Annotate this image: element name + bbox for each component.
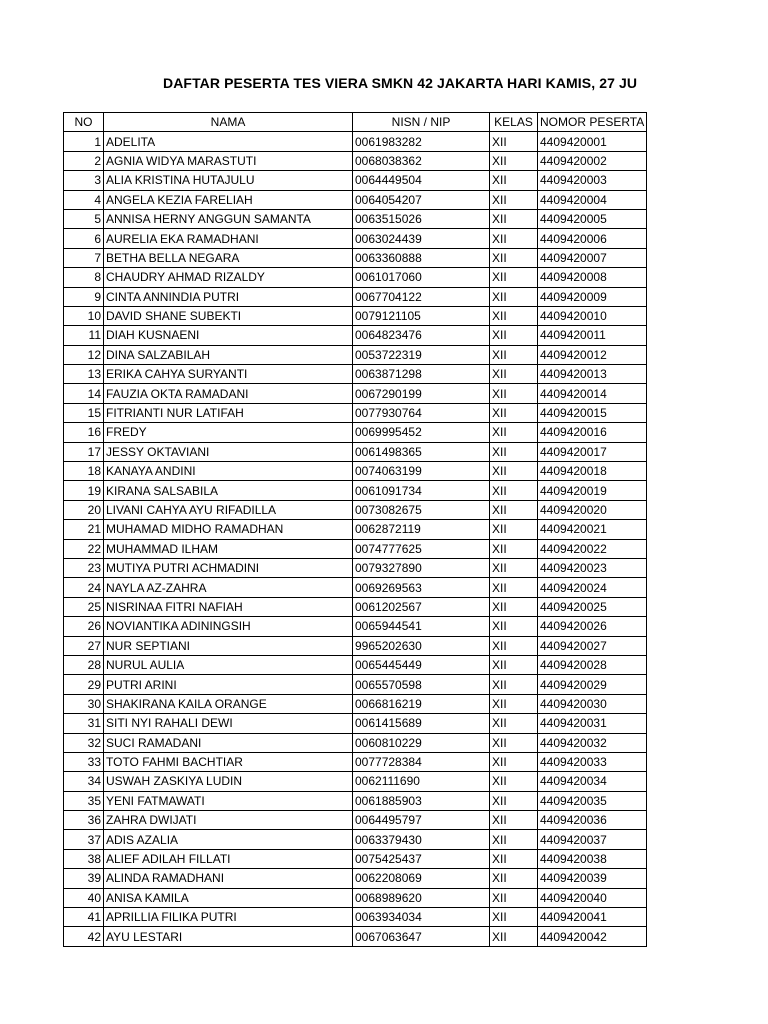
participant-number: 4409420015 bbox=[538, 403, 647, 422]
participant-number: 4409420028 bbox=[538, 655, 647, 674]
participant-number: 4409420021 bbox=[538, 520, 647, 539]
row-number: 26 bbox=[64, 617, 104, 636]
participant-number: 4409420042 bbox=[538, 927, 647, 946]
participant-number: 4409420012 bbox=[538, 345, 647, 364]
nisn-nip: 0063871298 bbox=[353, 365, 490, 384]
row-number: 29 bbox=[64, 675, 104, 694]
table-row bbox=[64, 462, 647, 481]
participant-name: AYU LESTARI bbox=[104, 927, 353, 946]
participant-name: YENI FATMAWATI bbox=[104, 791, 353, 810]
nisn-nip: 0077728384 bbox=[353, 752, 490, 771]
table-row bbox=[64, 694, 647, 713]
nisn-nip: 0069995452 bbox=[353, 423, 490, 442]
participant-number: 4409420005 bbox=[538, 209, 647, 228]
participant-number: 4409420039 bbox=[538, 869, 647, 888]
participant-number: 4409420020 bbox=[538, 500, 647, 519]
participant-name: BETHA BELLA NEGARA bbox=[104, 248, 353, 267]
table-row bbox=[64, 597, 647, 616]
class-grade: XII bbox=[490, 500, 538, 519]
nisn-nip: 0067290199 bbox=[353, 384, 490, 403]
row-number: 13 bbox=[64, 365, 104, 384]
participant-name: MUHAMAD MIDHO RAMADHAN bbox=[104, 520, 353, 539]
participant-name: AURELIA EKA RAMADHANI bbox=[104, 229, 353, 248]
table-row bbox=[64, 500, 647, 519]
class-grade: XII bbox=[490, 345, 538, 364]
participant-name: AGNIA WIDYA MARASTUTI bbox=[104, 151, 353, 170]
row-number: 27 bbox=[64, 636, 104, 655]
table-row bbox=[64, 830, 647, 849]
row-number: 18 bbox=[64, 462, 104, 481]
class-grade: XII bbox=[490, 268, 538, 287]
table-row bbox=[64, 384, 647, 403]
row-number: 19 bbox=[64, 481, 104, 500]
table-row bbox=[64, 442, 647, 461]
participant-name: TOTO FAHMI BACHTIAR bbox=[104, 752, 353, 771]
participant-name: CINTA ANNINDIA PUTRI bbox=[104, 287, 353, 306]
participant-name: ANNISA HERNY ANGGUN SAMANTA bbox=[104, 209, 353, 228]
table-row bbox=[64, 171, 647, 190]
participant-name: KANAYA ANDINI bbox=[104, 462, 353, 481]
row-number: 15 bbox=[64, 403, 104, 422]
table-row bbox=[64, 869, 647, 888]
participant-name: ADELITA bbox=[104, 132, 353, 151]
participant-number: 4409420022 bbox=[538, 539, 647, 558]
nisn-nip: 0079327890 bbox=[353, 558, 490, 577]
nisn-nip: 0063360888 bbox=[353, 248, 490, 267]
table-row bbox=[64, 752, 647, 771]
nisn-nip: 0066816219 bbox=[353, 694, 490, 713]
participant-number: 4409420014 bbox=[538, 384, 647, 403]
row-number: 10 bbox=[64, 306, 104, 325]
table-row bbox=[64, 403, 647, 422]
participant-name: DIAH KUSNAENI bbox=[104, 326, 353, 345]
participant-name: SITI NYI RAHALI DEWI bbox=[104, 714, 353, 733]
participant-number: 4409420010 bbox=[538, 306, 647, 325]
nisn-nip: 0061885903 bbox=[353, 791, 490, 810]
participant-number: 4409420041 bbox=[538, 908, 647, 927]
row-number: 22 bbox=[64, 539, 104, 558]
table-row bbox=[64, 481, 647, 500]
nisn-nip: 0065570598 bbox=[353, 675, 490, 694]
participant-name: NURUL AULIA bbox=[104, 655, 353, 674]
participant-number: 4409420024 bbox=[538, 578, 647, 597]
participant-number: 4409420011 bbox=[538, 326, 647, 345]
nisn-nip: 0063379430 bbox=[353, 830, 490, 849]
table-row bbox=[64, 617, 647, 636]
nisn-nip: 0065445449 bbox=[353, 655, 490, 674]
table-row bbox=[64, 714, 647, 733]
header-no: NO bbox=[64, 113, 104, 132]
participant-number: 4409420004 bbox=[538, 190, 647, 209]
class-grade: XII bbox=[490, 694, 538, 713]
table-row bbox=[64, 520, 647, 539]
class-grade: XII bbox=[490, 462, 538, 481]
table-row bbox=[64, 229, 647, 248]
row-number: 2 bbox=[64, 151, 104, 170]
table-row bbox=[64, 268, 647, 287]
participant-name: MUHAMMAD ILHAM bbox=[104, 539, 353, 558]
nisn-nip: 0064823476 bbox=[353, 326, 490, 345]
row-number: 24 bbox=[64, 578, 104, 597]
participant-number: 4409420027 bbox=[538, 636, 647, 655]
participant-number: 4409420017 bbox=[538, 442, 647, 461]
table-row bbox=[64, 772, 647, 791]
participant-number: 4409420016 bbox=[538, 423, 647, 442]
header-nomor-peserta: NOMOR PESERTA bbox=[538, 113, 647, 132]
participant-number: 4409420040 bbox=[538, 888, 647, 907]
row-number: 31 bbox=[64, 714, 104, 733]
nisn-nip: 0068989620 bbox=[353, 888, 490, 907]
class-grade: XII bbox=[490, 869, 538, 888]
participant-number: 4409420008 bbox=[538, 268, 647, 287]
participant-number: 4409420032 bbox=[538, 733, 647, 752]
participant-number: 4409420009 bbox=[538, 287, 647, 306]
nisn-nip: 0064495797 bbox=[353, 811, 490, 830]
participant-name: FREDY bbox=[104, 423, 353, 442]
class-grade: XII bbox=[490, 384, 538, 403]
participant-number: 4409420006 bbox=[538, 229, 647, 248]
row-number: 4 bbox=[64, 190, 104, 209]
row-number: 42 bbox=[64, 927, 104, 946]
table-row bbox=[64, 811, 647, 830]
class-grade: XII bbox=[490, 908, 538, 927]
row-number: 28 bbox=[64, 655, 104, 674]
table-row bbox=[64, 849, 647, 868]
participant-number: 4409420034 bbox=[538, 772, 647, 791]
nisn-nip: 0074063199 bbox=[353, 462, 490, 481]
table-row bbox=[64, 151, 647, 170]
participant-number: 4409420019 bbox=[538, 481, 647, 500]
participant-number: 4409420002 bbox=[538, 151, 647, 170]
row-number: 17 bbox=[64, 442, 104, 461]
header-nisn: NISN / NIP bbox=[353, 113, 490, 132]
participant-name: ERIKA CAHYA SURYANTI bbox=[104, 365, 353, 384]
nisn-nip: 0063515026 bbox=[353, 209, 490, 228]
participant-number: 4409420013 bbox=[538, 365, 647, 384]
nisn-nip: 0067704122 bbox=[353, 287, 490, 306]
table-row bbox=[64, 655, 647, 674]
participant-name: ALIEF ADILAH FILLATI bbox=[104, 849, 353, 868]
class-grade: XII bbox=[490, 287, 538, 306]
class-grade: XII bbox=[490, 481, 538, 500]
class-grade: XII bbox=[490, 209, 538, 228]
table-row bbox=[64, 326, 647, 345]
class-grade: XII bbox=[490, 578, 538, 597]
nisn-nip: 0061202567 bbox=[353, 597, 490, 616]
class-grade: XII bbox=[490, 927, 538, 946]
participant-number: 4409420018 bbox=[538, 462, 647, 481]
nisn-nip: 0064449504 bbox=[353, 171, 490, 190]
row-number: 5 bbox=[64, 209, 104, 228]
row-number: 21 bbox=[64, 520, 104, 539]
participant-name: NISRINAA FITRI NAFIAH bbox=[104, 597, 353, 616]
class-grade: XII bbox=[490, 888, 538, 907]
row-number: 41 bbox=[64, 908, 104, 927]
row-number: 6 bbox=[64, 229, 104, 248]
participant-number: 4409420036 bbox=[538, 811, 647, 830]
nisn-nip: 0063024439 bbox=[353, 229, 490, 248]
participant-name: FITRIANTI NUR LATIFAH bbox=[104, 403, 353, 422]
table-row bbox=[64, 675, 647, 694]
participant-number: 4409420023 bbox=[538, 558, 647, 577]
class-grade: XII bbox=[490, 617, 538, 636]
nisn-nip: 0077930764 bbox=[353, 403, 490, 422]
participant-name: DINA SALZABILAH bbox=[104, 345, 353, 364]
class-grade: XII bbox=[490, 830, 538, 849]
table-row bbox=[64, 306, 647, 325]
participant-name: ZAHRA DWIJATI bbox=[104, 811, 353, 830]
participant-name: PUTRI ARINI bbox=[104, 675, 353, 694]
nisn-nip: 0063934034 bbox=[353, 908, 490, 927]
participant-name: ALINDA RAMADHANI bbox=[104, 869, 353, 888]
table-row bbox=[64, 888, 647, 907]
participant-name: NAYLA AZ-ZAHRA bbox=[104, 578, 353, 597]
class-grade: XII bbox=[490, 811, 538, 830]
participant-number: 4409420025 bbox=[538, 597, 647, 616]
participant-table bbox=[63, 112, 647, 947]
class-grade: XII bbox=[490, 849, 538, 868]
table-row bbox=[64, 209, 647, 228]
class-grade: XII bbox=[490, 752, 538, 771]
participant-number: 4409420031 bbox=[538, 714, 647, 733]
row-number: 20 bbox=[64, 500, 104, 519]
participant-name: ANISA KAMILA bbox=[104, 888, 353, 907]
participant-name: FAUZIA OKTA RAMADANI bbox=[104, 384, 353, 403]
class-grade: XII bbox=[490, 442, 538, 461]
nisn-nip: 9965202630 bbox=[353, 636, 490, 655]
row-number: 12 bbox=[64, 345, 104, 364]
participant-name: CHAUDRY AHMAD RIZALDY bbox=[104, 268, 353, 287]
row-number: 16 bbox=[64, 423, 104, 442]
table-row bbox=[64, 558, 647, 577]
class-grade: XII bbox=[490, 326, 538, 345]
class-grade: XII bbox=[490, 558, 538, 577]
nisn-nip: 0062208069 bbox=[353, 869, 490, 888]
table-row bbox=[64, 287, 647, 306]
row-number: 11 bbox=[64, 326, 104, 345]
row-number: 36 bbox=[64, 811, 104, 830]
nisn-nip: 0074777625 bbox=[353, 539, 490, 558]
row-number: 40 bbox=[64, 888, 104, 907]
header-kelas: KELAS bbox=[490, 113, 538, 132]
row-number: 37 bbox=[64, 830, 104, 849]
class-grade: XII bbox=[490, 248, 538, 267]
nisn-nip: 0053722319 bbox=[353, 345, 490, 364]
table-row bbox=[64, 791, 647, 810]
nisn-nip: 0068038362 bbox=[353, 151, 490, 170]
nisn-nip: 0062872119 bbox=[353, 520, 490, 539]
row-number: 30 bbox=[64, 694, 104, 713]
nisn-nip: 0067063647 bbox=[353, 927, 490, 946]
class-grade: XII bbox=[490, 791, 538, 810]
row-number: 9 bbox=[64, 287, 104, 306]
participant-name: MUTIYA PUTRI ACHMADINI bbox=[104, 558, 353, 577]
participant-name: ADIS AZALIA bbox=[104, 830, 353, 849]
nisn-nip: 0061415689 bbox=[353, 714, 490, 733]
participant-name: JESSY OKTAVIANI bbox=[104, 442, 353, 461]
participant-name: SHAKIRANA KAILA ORANGE bbox=[104, 694, 353, 713]
row-number: 8 bbox=[64, 268, 104, 287]
participant-number: 4409420007 bbox=[538, 248, 647, 267]
page-title: DAFTAR PESERTA TES VIERA SMKN 42 JAKARTA HARI KAMIS, 27 JU bbox=[163, 75, 638, 91]
nisn-nip: 0075425437 bbox=[353, 849, 490, 868]
nisn-nip: 0064054207 bbox=[353, 190, 490, 209]
class-grade: XII bbox=[490, 229, 538, 248]
header-nama: NAMA bbox=[104, 113, 353, 132]
participant-number: 4409420026 bbox=[538, 617, 647, 636]
class-grade: XII bbox=[490, 423, 538, 442]
table-row bbox=[64, 345, 647, 364]
table-row bbox=[64, 927, 647, 946]
class-grade: XII bbox=[490, 772, 538, 791]
nisn-nip: 0061017060 bbox=[353, 268, 490, 287]
row-number: 34 bbox=[64, 772, 104, 791]
nisn-nip: 0069269563 bbox=[353, 578, 490, 597]
table-row bbox=[64, 132, 647, 151]
participant-number: 4409420035 bbox=[538, 791, 647, 810]
table-row bbox=[64, 636, 647, 655]
participant-name: KIRANA SALSABILA bbox=[104, 481, 353, 500]
nisn-nip: 0062111690 bbox=[353, 772, 490, 791]
row-number: 14 bbox=[64, 384, 104, 403]
participant-name: DAVID SHANE SUBEKTI bbox=[104, 306, 353, 325]
participant-name: LIVANI CAHYA AYU RIFADILLA bbox=[104, 500, 353, 519]
nisn-nip: 0073082675 bbox=[353, 500, 490, 519]
nisn-nip: 0060810229 bbox=[353, 733, 490, 752]
class-grade: XII bbox=[490, 733, 538, 752]
class-grade: XII bbox=[490, 520, 538, 539]
class-grade: XII bbox=[490, 190, 538, 209]
nisn-nip: 0061983282 bbox=[353, 132, 490, 151]
nisn-nip: 0061498365 bbox=[353, 442, 490, 461]
row-number: 23 bbox=[64, 558, 104, 577]
participant-number: 4409420003 bbox=[538, 171, 647, 190]
table-row bbox=[64, 365, 647, 384]
class-grade: XII bbox=[490, 365, 538, 384]
table-row bbox=[64, 190, 647, 209]
class-grade: XII bbox=[490, 151, 538, 170]
participant-name: SUCI RAMADANI bbox=[104, 733, 353, 752]
class-grade: XII bbox=[490, 655, 538, 674]
table-row bbox=[64, 539, 647, 558]
participant-name: ANGELA KEZIA FARELIAH bbox=[104, 190, 353, 209]
participant-name: ALIA KRISTINA HUTAJULU bbox=[104, 171, 353, 190]
nisn-nip: 0079121105 bbox=[353, 306, 490, 325]
class-grade: XII bbox=[490, 306, 538, 325]
participant-number: 4409420033 bbox=[538, 752, 647, 771]
nisn-nip: 0061091734 bbox=[353, 481, 490, 500]
row-number: 7 bbox=[64, 248, 104, 267]
class-grade: XII bbox=[490, 714, 538, 733]
table-header-row bbox=[64, 113, 647, 132]
class-grade: XII bbox=[490, 403, 538, 422]
participant-name: NOVIANTIKA ADININGSIH bbox=[104, 617, 353, 636]
participant-name: USWAH ZASKIYA LUDIN bbox=[104, 772, 353, 791]
table-row bbox=[64, 578, 647, 597]
class-grade: XII bbox=[490, 171, 538, 190]
row-number: 39 bbox=[64, 869, 104, 888]
class-grade: XII bbox=[490, 597, 538, 616]
participant-number: 4409420038 bbox=[538, 849, 647, 868]
row-number: 35 bbox=[64, 791, 104, 810]
class-grade: XII bbox=[490, 636, 538, 655]
row-number: 1 bbox=[64, 132, 104, 151]
participant-number: 4409420030 bbox=[538, 694, 647, 713]
table-row bbox=[64, 908, 647, 927]
table-row bbox=[64, 248, 647, 267]
table-row bbox=[64, 733, 647, 752]
nisn-nip: 0065944541 bbox=[353, 617, 490, 636]
row-number: 32 bbox=[64, 733, 104, 752]
row-number: 38 bbox=[64, 849, 104, 868]
table-body bbox=[64, 132, 647, 946]
participant-number: 4409420037 bbox=[538, 830, 647, 849]
participant-name: APRILLIA FILIKA PUTRI bbox=[104, 908, 353, 927]
class-grade: XII bbox=[490, 675, 538, 694]
participant-name: NUR SEPTIANI bbox=[104, 636, 353, 655]
participant-number: 4409420001 bbox=[538, 132, 647, 151]
participant-number: 4409420029 bbox=[538, 675, 647, 694]
table-row bbox=[64, 423, 647, 442]
class-grade: XII bbox=[490, 132, 538, 151]
row-number: 25 bbox=[64, 597, 104, 616]
class-grade: XII bbox=[490, 539, 538, 558]
row-number: 33 bbox=[64, 752, 104, 771]
row-number: 3 bbox=[64, 171, 104, 190]
